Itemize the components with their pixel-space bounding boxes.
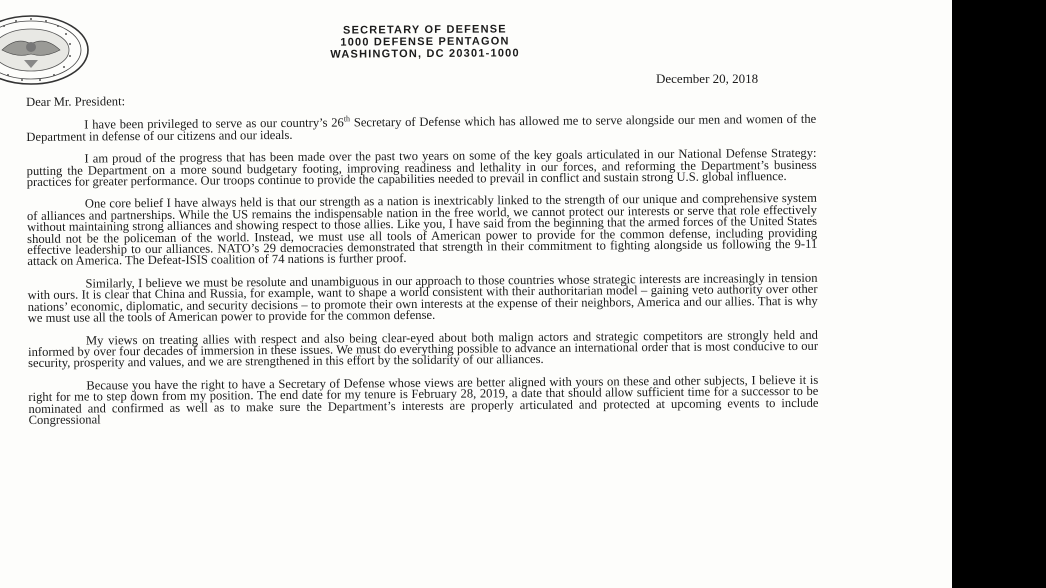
paragraph-1-text-start: I have been privileged to serve as our country’s 26 (84, 115, 344, 132)
paragraph-5: My views on treating allies with respect and also being clear-eyed about both malign actors and strategic competitors are strongly held and informed by over four decades of immersion in these issues. We must do everything possible to advance an international order that is most conducive to our security, prosperity and values, and we are strengthened in this effort by the solidarity of our alliances. (27, 327, 819, 371)
paragraph-1 (26, 114, 816, 143)
department-of-defense-seal-icon (0, 14, 90, 86)
letter-body (26, 86, 819, 438)
letterhead (230, 23, 620, 62)
letter-date: December 20, 2018 (656, 71, 759, 86)
paragraph-6: Because you have the right to have a Secretary of Defense whose views are better aligned with yours on these and other subjects, I believe it is right for me to step down from my position. The end date for my tenure is February 28, 2019, a date that should allow sufficient time for a successor to be nominated and confirmed as well as to make sure the Department’s interests are properly articulated and protected at upcoming events to include Congressional (28, 372, 819, 427)
salutation: Dear Mr. President: (26, 94, 126, 109)
paragraph-2: I am proud of the progress that has been made over the past two years on some of the key goals articulated in our National Defense Strategy: putting the Department on a more sound budgetary footing, improving readiness and lethality in our forces, and reforming the Department’s business practices for greater performance. Our troops continue to provide the capabilities needed to prevail in conflict and sustain strong U.S. global influence. (26, 146, 817, 190)
paragraph-4: Similarly, I believe we must be resolute and unambiguous in our approach to those countries whose strategic interests are increasingly in tension with ours. It is clear that China and Russia, for example, want to shape a world consistent with their authoritarian model – gaining veto authority over other nations’ economic, diplomatic, and security decisions – to promote their own interests at the expense of their neighbors, America and our allies. That is why we must use all the tools of American power to provide for the common defense. (27, 270, 818, 326)
letterhead-address-line1: 1000 DEFENSE PENTAGON (340, 35, 510, 49)
paragraph-1-text-end: Secretary of Defense which has allowed me to serve alongside our men and women of the Department in defense of our citizens and our ideals. (26, 112, 817, 144)
ordinal-suffix: th (343, 114, 351, 124)
letterhead-title: SECRETARY OF DEFENSE (342, 23, 507, 37)
paragraph-3: One core belief I have always held is that our strength as a nation is inextricably linked to the strength of our unique and comprehensive system of alliances and partnerships. While the US remains the indispensable nation in the free world, we cannot protect our interests or serve that role effectively without maintaining strong alliances and showing respect to those allies. Like you, I have said from the beginning that the armed forces of the United States should not be the policeman of the world. Instead, we must use all tools of American power to provide for the common defense, including providing effective leadership to our alliances. NATO’s 29 democracies demonstrated that strength in their commitment to fighting alongside us following the 9-11 attack on America. The Defeat-ISIS coalition of 74 nations is further proof. (26, 191, 818, 269)
letterhead-address-line2: WASHINGTON, DC 20301-1000 (330, 47, 520, 61)
